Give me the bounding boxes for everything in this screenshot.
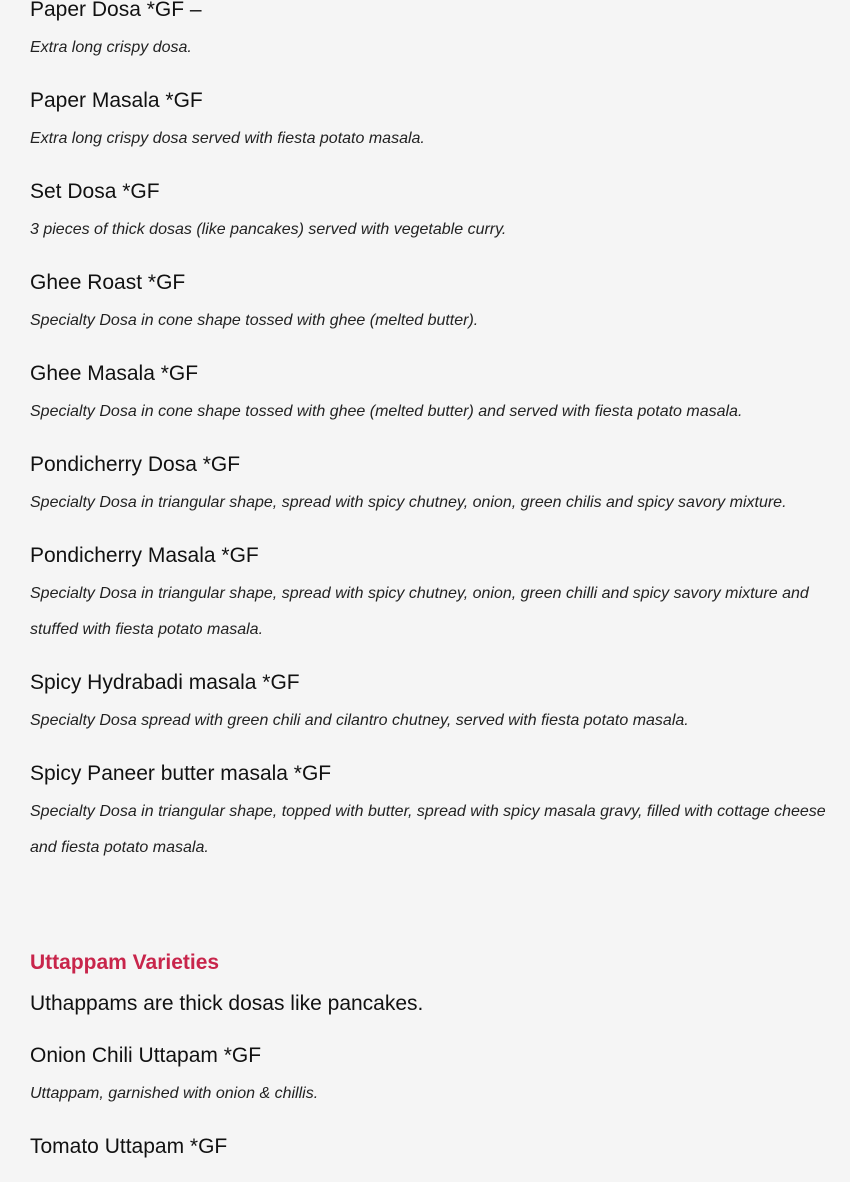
menu-item-ghee-roast xyxy=(30,265,830,339)
item-description: Specialty Dosa in triangular shape, spread with spicy chutney, onion, green chilli and spicy savory mixture and stuffed with fiesta potato masala. xyxy=(30,585,809,638)
item-description: Specialty Dosa in triangular shape, topped with butter, spread with spicy masala gravy, filled with cottage cheese and fiesta potato masala. xyxy=(30,803,826,856)
item-name: Paper Masala *GF xyxy=(30,89,203,112)
item-name: Set Dosa *GF xyxy=(30,180,160,203)
menu-item-pondicherry-dosa xyxy=(30,447,830,521)
section-intro: Uthappams are thick dosas like pancakes. xyxy=(30,992,424,1015)
item-name: Pondicherry Dosa *GF xyxy=(30,453,241,476)
menu-item-paper-dosa xyxy=(30,0,830,66)
menu-item-tomato-uttapam xyxy=(30,1129,830,1165)
menu-item-spicy-hydrabadi-masala xyxy=(30,665,830,739)
menu-item-ghee-masala xyxy=(30,356,830,430)
item-name: Paper Dosa *GF – xyxy=(30,0,202,21)
section-spacer xyxy=(30,1022,830,1038)
item-description: Extra long crispy dosa. xyxy=(30,39,192,56)
menu-item-spicy-paneer-butter-masala xyxy=(30,756,830,866)
item-name: Tomato Uttapam *GF xyxy=(30,1135,228,1158)
item-name: Spicy Hydrabadi masala *GF xyxy=(30,671,300,694)
item-description: Extra long crispy dosa served with fiesta potato masala. xyxy=(30,130,425,147)
menu-item-pondicherry-masala xyxy=(30,538,830,648)
section-heading-uttappam: Uttappam Varieties xyxy=(30,951,220,974)
section-spacer xyxy=(30,883,830,945)
menu-item-set-dosa xyxy=(30,174,830,248)
menu-item-onion-chili-uttapam xyxy=(30,1038,830,1112)
item-description: Specialty Dosa spread with green chili and cilantro chutney, served with fiesta potato masala. xyxy=(30,712,689,729)
item-name: Spicy Paneer butter masala *GF xyxy=(30,762,332,785)
item-name: Ghee Roast *GF xyxy=(30,271,186,294)
menu-item-paper-masala xyxy=(30,83,830,157)
item-description: Specialty Dosa in cone shape tossed with ghee (melted butter) and served with fiesta potato masala. xyxy=(30,403,743,420)
item-name: Pondicherry Masala *GF xyxy=(30,544,259,567)
item-description: Specialty Dosa in triangular shape, spread with spicy chutney, onion, green chilis and spicy savory mixture. xyxy=(30,494,787,511)
menu-content xyxy=(30,0,830,1182)
item-name: Ghee Masala *GF xyxy=(30,362,199,385)
item-description: 3 pieces of thick dosas (like pancakes) served with vegetable curry. xyxy=(30,221,507,238)
item-description: Specialty Dosa in cone shape tossed with ghee (melted butter). xyxy=(30,312,479,329)
item-description: Uttappam, garnished with onion & chillis. xyxy=(30,1085,319,1102)
item-name: Onion Chili Uttapam *GF xyxy=(30,1044,262,1067)
